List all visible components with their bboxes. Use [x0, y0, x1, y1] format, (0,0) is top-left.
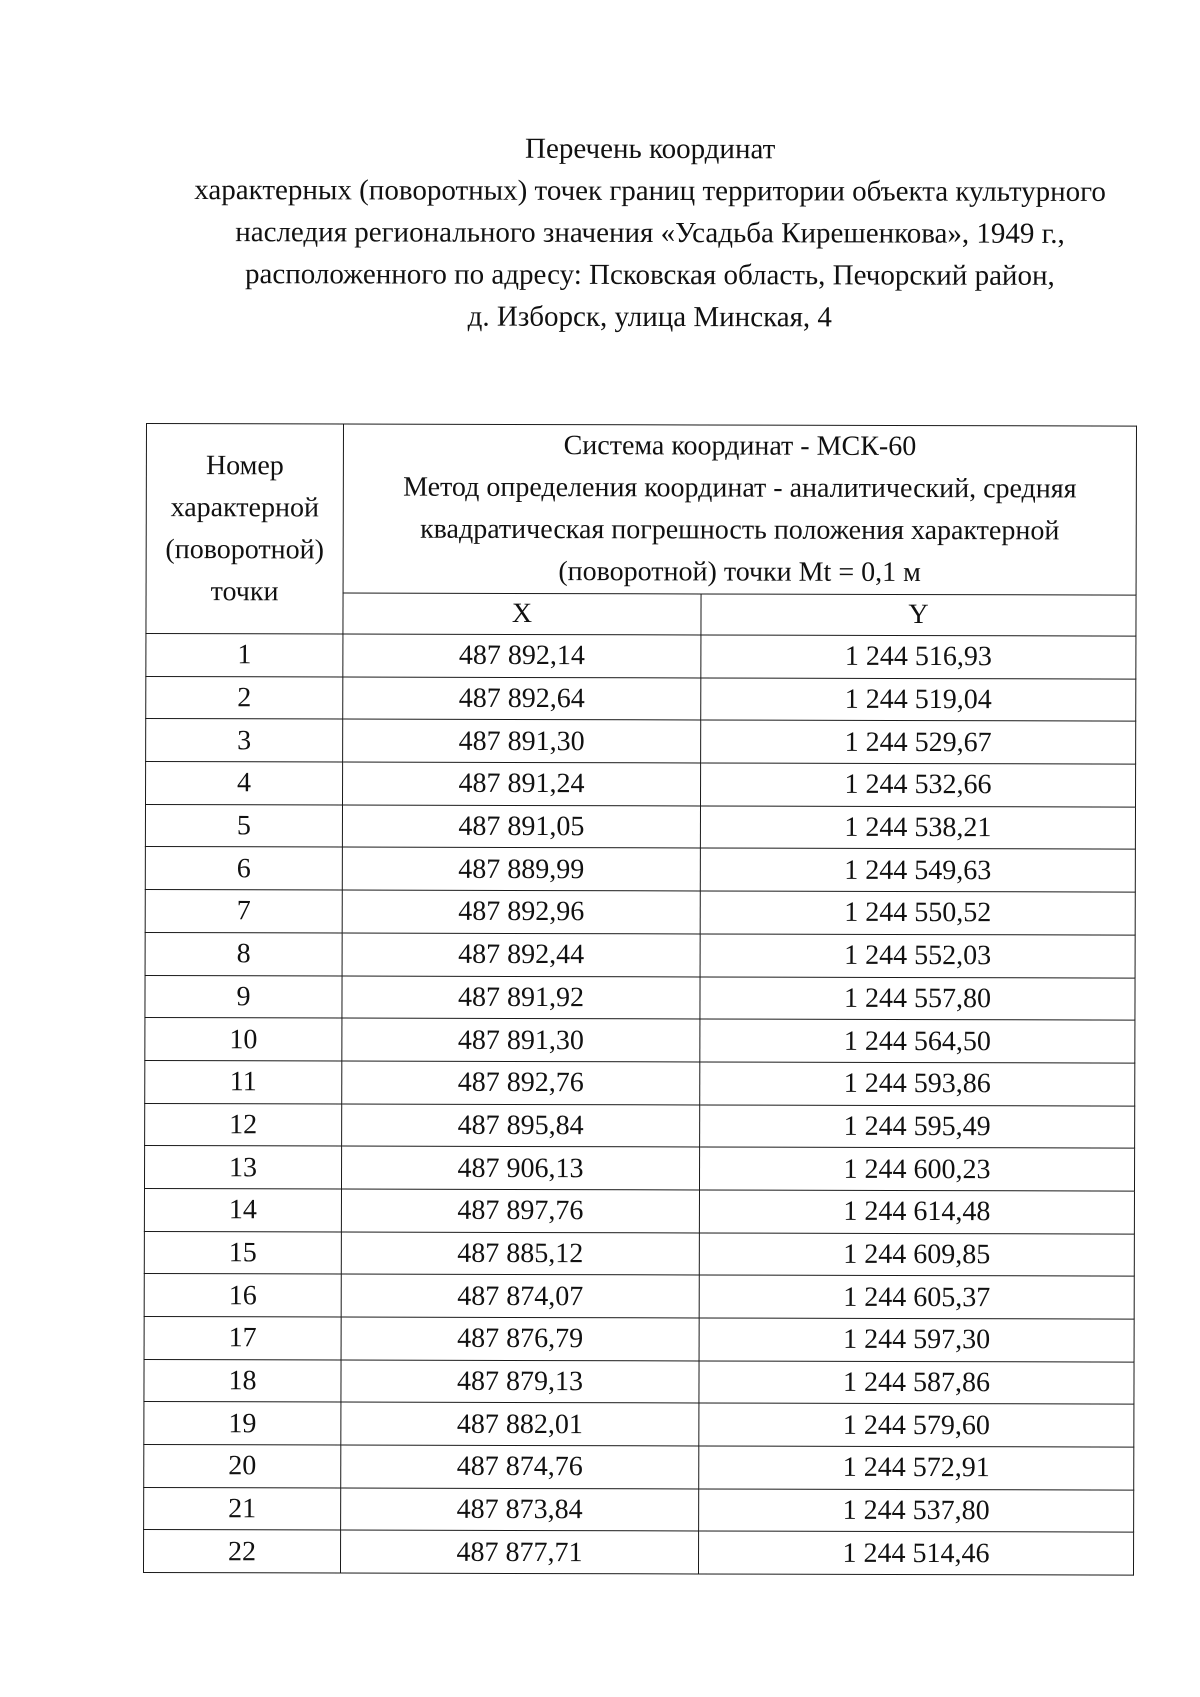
coordinate-system-header-line: Метод определения координат - аналитический, средняя	[403, 471, 1077, 505]
x-coordinate-cell: 487 885,12	[341, 1232, 699, 1276]
document-title	[120, 127, 1180, 339]
table-row	[144, 1487, 1134, 1532]
point-number-cell: 4	[146, 762, 343, 805]
table-row	[144, 1188, 1134, 1233]
y-coordinate-cell: 1 244 579,60	[699, 1403, 1134, 1447]
y-coordinate-cell: 1 244 538,21	[700, 806, 1135, 850]
x-coordinate-cell: 487 897,76	[341, 1189, 699, 1233]
table-row	[145, 932, 1135, 977]
coordinate-system-header-line: квадратическая погрешность положения характерной	[420, 513, 1060, 547]
y-coordinate-cell: 1 244 595,49	[700, 1105, 1135, 1149]
point-number-cell: 9	[145, 975, 342, 1018]
title-line: характерных (поворотных) точек границ территории объекта культурного	[194, 174, 1106, 208]
point-number-cell: 20	[144, 1445, 341, 1488]
point-number-cell: 8	[145, 932, 342, 975]
table-row	[144, 1359, 1134, 1404]
y-coordinate-cell: 1 244 550,52	[700, 891, 1135, 935]
x-coordinate-cell: 487 891,30	[342, 1018, 700, 1062]
table-row	[144, 1445, 1134, 1490]
x-coordinate-cell: 487 874,76	[341, 1445, 699, 1489]
x-coordinate-cell: 487 892,14	[343, 634, 701, 678]
point-number-header-line: характерной	[170, 491, 319, 523]
title-line: д. Изборск, улица Минская, 4	[467, 300, 832, 334]
x-coordinate-cell: 487 877,71	[340, 1530, 698, 1574]
y-coordinate-cell: 1 244 587,86	[699, 1361, 1134, 1405]
table-row	[146, 634, 1136, 679]
coordinate-system-header-line: (поворотной) точки Mt = 0,1 м	[558, 556, 921, 589]
table-row	[143, 1530, 1133, 1575]
y-coordinate-cell: 1 244 552,03	[700, 934, 1135, 978]
y-coordinate-cell: 1 244 519,04	[701, 678, 1136, 722]
point-number-cell: 19	[144, 1402, 341, 1445]
y-coordinate-cell: 1 244 557,80	[700, 976, 1135, 1020]
point-number-cell: 15	[144, 1231, 341, 1274]
y-coordinate-cell: 1 244 564,50	[700, 1019, 1135, 1063]
table-row	[145, 890, 1135, 935]
table-row	[146, 676, 1136, 721]
x-coordinate-cell: 487 895,84	[342, 1104, 700, 1148]
x-column-header: X	[343, 593, 701, 635]
title-line: Перечень координат	[525, 132, 776, 166]
y-coordinate-cell: 1 244 516,93	[701, 635, 1136, 679]
x-coordinate-cell: 487 891,05	[342, 805, 700, 849]
x-coordinate-cell: 487 892,44	[342, 933, 700, 977]
point-number-header-line: Номер	[205, 449, 284, 481]
table-row	[145, 975, 1135, 1020]
point-number-cell: 18	[144, 1359, 341, 1402]
table-row	[144, 1316, 1134, 1361]
table-row	[144, 1274, 1134, 1319]
point-number-cell: 3	[146, 719, 343, 762]
x-coordinate-cell: 487 892,64	[343, 677, 701, 721]
x-coordinate-cell: 487 891,24	[343, 762, 701, 806]
y-coordinate-cell: 1 244 529,67	[701, 720, 1136, 764]
coordinate-system-header	[343, 424, 1136, 595]
point-number-cell: 16	[144, 1274, 341, 1317]
y-coordinate-cell: 1 244 609,85	[699, 1233, 1134, 1277]
point-number-header	[146, 424, 344, 635]
point-number-cell: 17	[144, 1316, 341, 1359]
x-coordinate-cell: 487 891,92	[342, 976, 700, 1020]
y-coordinate-cell: 1 244 605,37	[699, 1275, 1134, 1319]
point-number-cell: 21	[144, 1487, 341, 1530]
y-coordinate-cell: 1 244 537,80	[699, 1489, 1134, 1533]
table-row	[145, 1018, 1135, 1063]
table-row	[145, 847, 1135, 892]
x-coordinate-cell: 487 874,07	[341, 1274, 699, 1318]
y-coordinate-cell: 1 244 532,66	[701, 763, 1136, 807]
point-number-cell: 13	[144, 1146, 341, 1189]
point-number-cell: 7	[145, 890, 342, 933]
coordinates-table	[143, 423, 1137, 1576]
y-coordinate-cell: 1 244 572,91	[699, 1446, 1134, 1490]
table-row	[145, 1060, 1135, 1105]
y-coordinate-cell: 1 244 593,86	[700, 1062, 1135, 1106]
table-row	[146, 719, 1136, 764]
table-row	[146, 762, 1136, 807]
table-row	[144, 1402, 1134, 1447]
point-number-header-line: точки	[210, 575, 279, 607]
x-coordinate-cell: 487 906,13	[341, 1146, 699, 1190]
y-coordinate-cell: 1 244 597,30	[699, 1318, 1134, 1362]
x-coordinate-cell: 487 892,96	[342, 890, 700, 934]
y-coordinate-cell: 1 244 514,46	[698, 1531, 1133, 1575]
x-coordinate-cell: 487 879,13	[341, 1360, 699, 1404]
table-row	[145, 804, 1135, 849]
point-number-cell: 12	[145, 1103, 342, 1146]
y-coordinate-cell: 1 244 614,48	[699, 1190, 1134, 1234]
x-coordinate-cell: 487 889,99	[342, 847, 700, 891]
point-number-cell: 6	[145, 847, 342, 890]
x-coordinate-cell: 487 892,76	[342, 1061, 700, 1105]
y-coordinate-cell: 1 244 600,23	[699, 1147, 1134, 1191]
x-coordinate-cell: 487 876,79	[341, 1317, 699, 1361]
coordinates-table-body	[143, 634, 1135, 1576]
point-number-cell: 14	[144, 1188, 341, 1231]
title-line: наследия регионального значения «Усадьба Кирешенкова», 1949 г.,	[235, 216, 1065, 250]
x-coordinate-cell: 487 891,30	[343, 719, 701, 763]
point-number-cell: 11	[145, 1060, 342, 1103]
y-column-header: Y	[701, 594, 1136, 636]
x-coordinate-cell: 487 882,01	[341, 1402, 699, 1446]
x-coordinate-cell: 487 873,84	[341, 1488, 699, 1532]
point-number-cell: 10	[145, 1018, 342, 1061]
table-row	[144, 1231, 1134, 1276]
table-row	[144, 1146, 1134, 1191]
point-number-cell: 5	[145, 804, 342, 847]
point-number-cell: 22	[143, 1530, 340, 1573]
coordinate-system-header-line: Система координат - МСК-60	[563, 430, 917, 463]
table-row	[145, 1103, 1135, 1148]
point-number-cell: 1	[146, 634, 343, 677]
y-coordinate-cell: 1 244 549,63	[700, 848, 1135, 892]
title-line: расположенного по адресу: Псковская область, Печорский район,	[245, 258, 1055, 292]
point-number-header-line: (поворотной)	[165, 533, 324, 565]
point-number-cell: 2	[146, 676, 343, 719]
